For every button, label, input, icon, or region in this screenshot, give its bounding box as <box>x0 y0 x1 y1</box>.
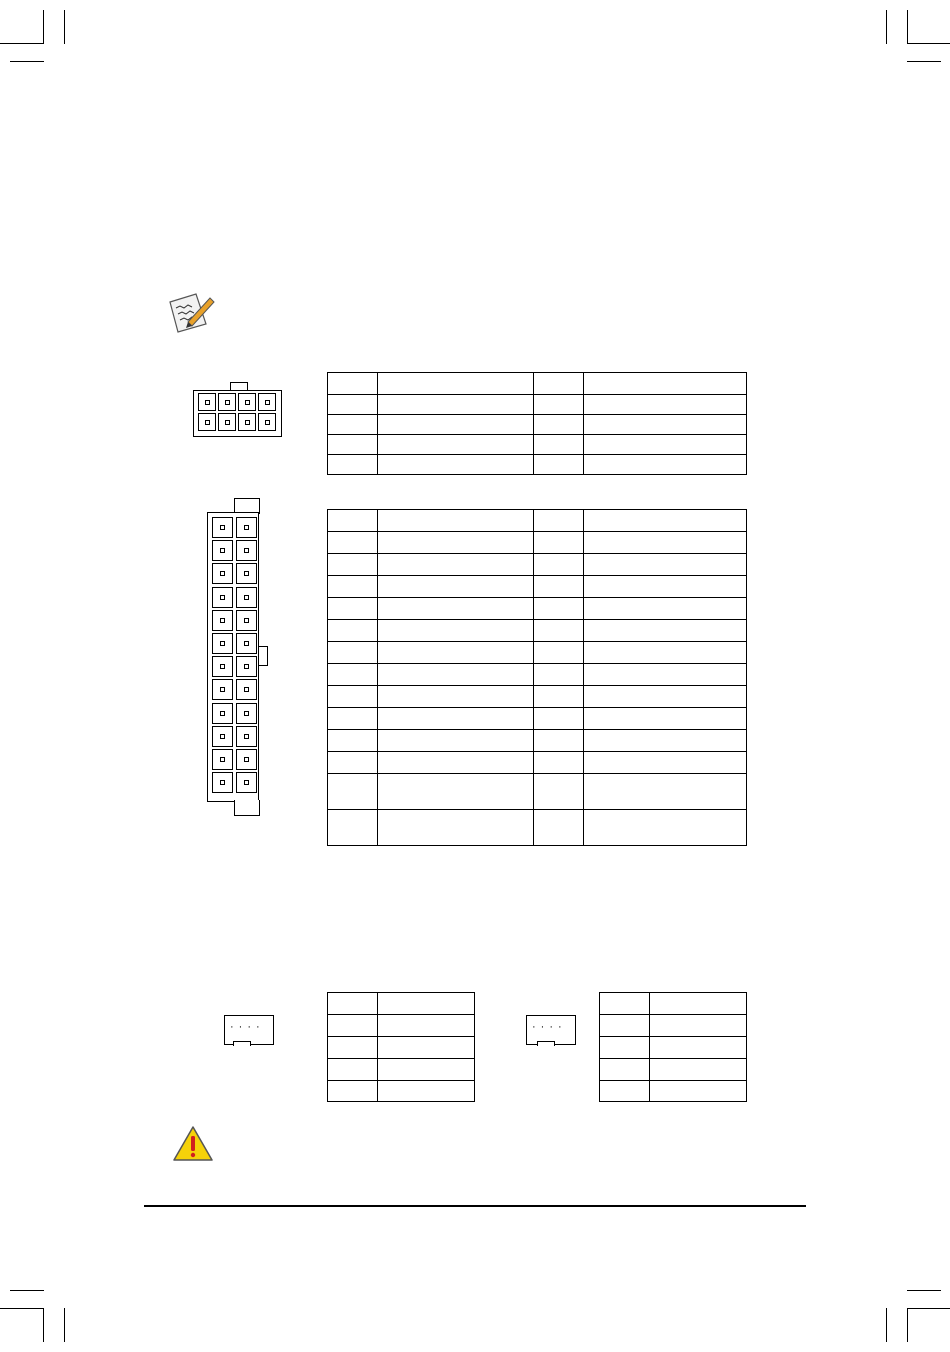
table-row <box>328 810 747 846</box>
table-row <box>328 1015 475 1037</box>
pin-contact <box>220 641 225 646</box>
pin-contact <box>244 618 249 623</box>
pin-contact <box>220 664 225 669</box>
table-row <box>328 510 747 532</box>
table-row <box>328 1081 475 1102</box>
footer-rule <box>144 1205 806 1207</box>
table-row <box>328 993 475 1015</box>
warning-triangle-icon <box>171 1124 215 1164</box>
pin-contact <box>244 687 249 692</box>
pin-contact <box>220 780 225 785</box>
pin-contact <box>220 757 225 762</box>
table-row <box>328 598 747 620</box>
pin-contact <box>244 780 249 785</box>
pin-contact <box>220 525 225 530</box>
table-row <box>600 1059 747 1081</box>
pin-contact <box>244 664 249 669</box>
table-row <box>328 576 747 598</box>
table-row <box>328 532 747 554</box>
table-row <box>328 1059 475 1081</box>
table-row <box>600 993 747 1015</box>
table-row <box>328 774 747 810</box>
pin-contact <box>220 595 225 600</box>
table-row <box>600 1037 747 1059</box>
pin-contact <box>244 734 249 739</box>
pin-contact <box>244 571 249 576</box>
pin-contact <box>244 595 249 600</box>
pin-contact <box>244 711 249 716</box>
pin-contact <box>220 618 225 623</box>
pin-contact <box>220 734 225 739</box>
table-row <box>328 730 747 752</box>
pin-contact <box>244 757 249 762</box>
pin-contact <box>244 548 249 553</box>
pin-contact <box>220 571 225 576</box>
table-row <box>600 1081 747 1102</box>
table-row <box>328 455 747 475</box>
table-row <box>328 642 747 664</box>
fan-header-left-pin-table <box>327 992 475 1102</box>
atx-main-pin-table <box>327 509 747 846</box>
pin-contact <box>220 548 225 553</box>
table-row <box>328 395 747 415</box>
table-row <box>328 686 747 708</box>
table-row <box>328 664 747 686</box>
table-row <box>600 1015 747 1037</box>
pin-contact <box>244 641 249 646</box>
table-row <box>328 554 747 576</box>
table-row <box>328 435 747 455</box>
pin-contact <box>220 687 225 692</box>
atx-12v-pin-table <box>327 372 747 475</box>
pin-contact <box>244 525 249 530</box>
note-pencil-icon <box>166 290 216 334</box>
table-row <box>328 752 747 774</box>
table-row <box>328 373 747 395</box>
table-row <box>328 415 747 435</box>
pin-contact <box>220 711 225 716</box>
fan-header-right-pin-table <box>599 992 747 1102</box>
table-row <box>328 708 747 730</box>
table-row <box>328 620 747 642</box>
table-row <box>328 1037 475 1059</box>
